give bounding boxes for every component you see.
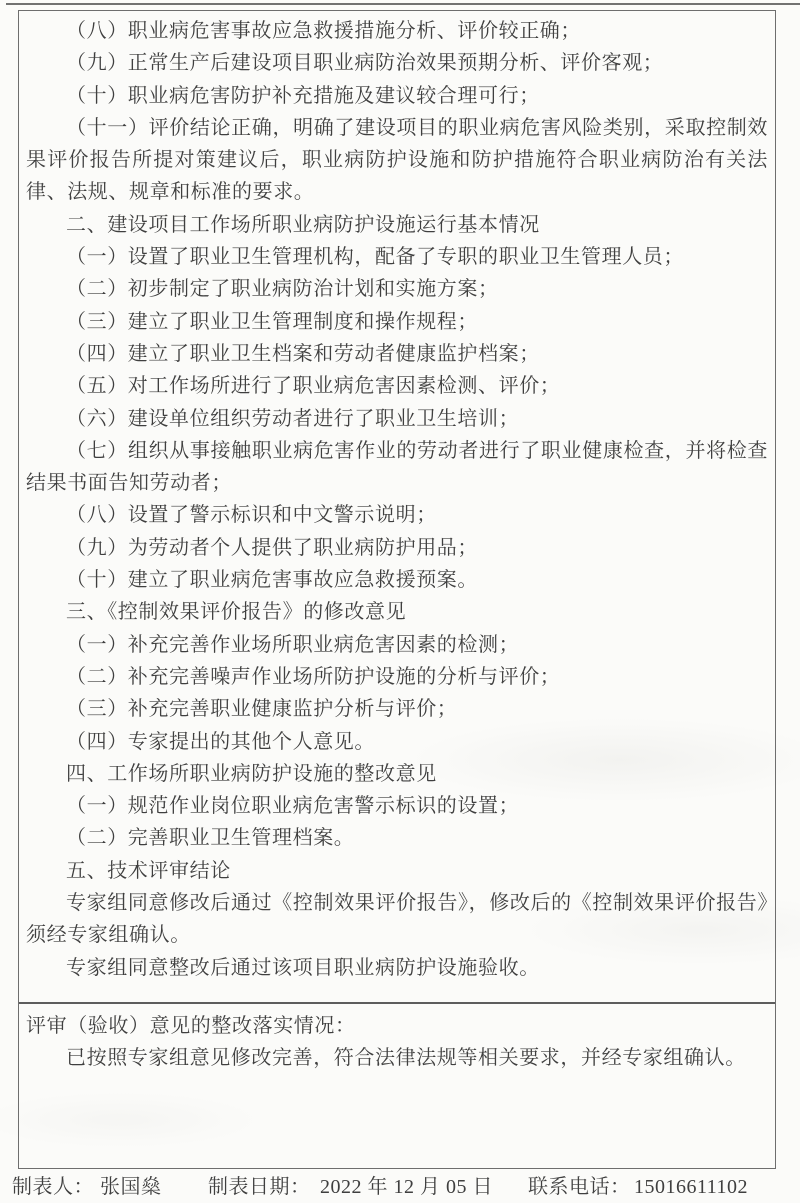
- paragraph: （四）专家提出的其他个人意见。: [66, 730, 375, 753]
- paragraph: （八）职业病危害事故应急救援措施分析、评价较正确；: [66, 20, 581, 42]
- paragraph: （七）组织从事接触职业病危害作业的劳动者进行了职业健康检查，并将检查结果书面告知劳动者；: [26, 439, 768, 495]
- phone-value: 15016611102: [634, 1176, 749, 1198]
- paragraph: （五）对工作场所进行了职业病危害因素检测、评价；: [66, 375, 561, 398]
- phone-label: 联系电话：: [528, 1176, 631, 1198]
- paragraph: （十）建立了职业病危害事故应急救援预案。: [66, 569, 478, 592]
- paragraph: （九）正常生产后建设项目职业病防治效果预期分析、评价客观；: [66, 52, 664, 75]
- paragraph: （二）完善职业卫生管理档案。: [66, 827, 355, 850]
- date-label: 制表日期：: [208, 1176, 311, 1198]
- top-table-cut-line: [6, 3, 800, 5]
- paragraph: 五、技术评审结论: [66, 859, 231, 882]
- paragraph: （一）设置了职业卫生管理机构，配备了专职的职业卫生管理人员；: [66, 246, 684, 269]
- paragraph: （一）补充完善作业场所职业病危害因素的检测；: [66, 633, 520, 656]
- paragraph: 三、《控制效果评价报告》的修改意见: [66, 601, 407, 624]
- document-border-box: [18, 10, 776, 1169]
- review-remediation-content: 已按照专家组意见修改完善，符合法律法规等相关要求，并经专家组确认。: [66, 1047, 746, 1070]
- paragraph: 专家组同意修改后通过《控制效果评价报告》，修改后的《控制效果评价报告》须经专家组确认。: [26, 892, 768, 947]
- preparer-label: 制表人：: [12, 1176, 94, 1198]
- main-text-cell: [19, 11, 775, 1004]
- paragraph: （三）补充完善职业健康监护分析与评价；: [66, 698, 458, 721]
- paragraph: 四、工作场所职业病防护设施的整改意见: [66, 762, 437, 785]
- paragraph: （四）建立了职业卫生档案和劳动者健康监护档案；: [66, 342, 540, 365]
- paragraph: 二、建设项目工作场所职业病防护设施运行基本情况: [66, 213, 540, 236]
- paragraph: （一）规范作业岗位职业病危害警示标识的设置；: [66, 795, 520, 818]
- date-value: 2022 年 12 月 05 日: [320, 1176, 493, 1198]
- paragraph: （二）补充完善噪声作业场所防护设施的分析与评价；: [66, 665, 561, 688]
- paragraph: 专家组同意整改后通过该项目职业病防护设施验收。: [66, 956, 540, 979]
- preparer-name: 张国燊: [100, 1176, 162, 1198]
- paragraph: （二）初步制定了职业病防治计划和实施方案；: [66, 278, 499, 301]
- paragraph: （十一）评价结论正确，明确了建设项目的职业病危害风险类别，采取控制效果评价报告所提对策建议后，职业病防护设施和防护措施符合职业病防治有关法律、法规、规章和标准的要求。: [26, 116, 768, 204]
- paragraph: （九）为劳动者个人提供了职业病防护用品；: [66, 536, 478, 559]
- footer-row: [0, 1172, 800, 1202]
- paragraph: （八）设置了警示标识和中文警示说明；: [66, 504, 437, 527]
- review-remediation-cell: [19, 1004, 775, 1168]
- paragraph: （十）职业病危害防护补充措施及建议较合理可行；: [66, 84, 540, 107]
- paragraph: （六）建设单位组织劳动者进行了职业卫生培训；: [66, 407, 520, 430]
- review-remediation-label: 评审（验收）意见的整改落实情况：: [26, 1015, 356, 1037]
- paragraph: （三）建立了职业卫生管理制度和操作规程；: [66, 310, 478, 333]
